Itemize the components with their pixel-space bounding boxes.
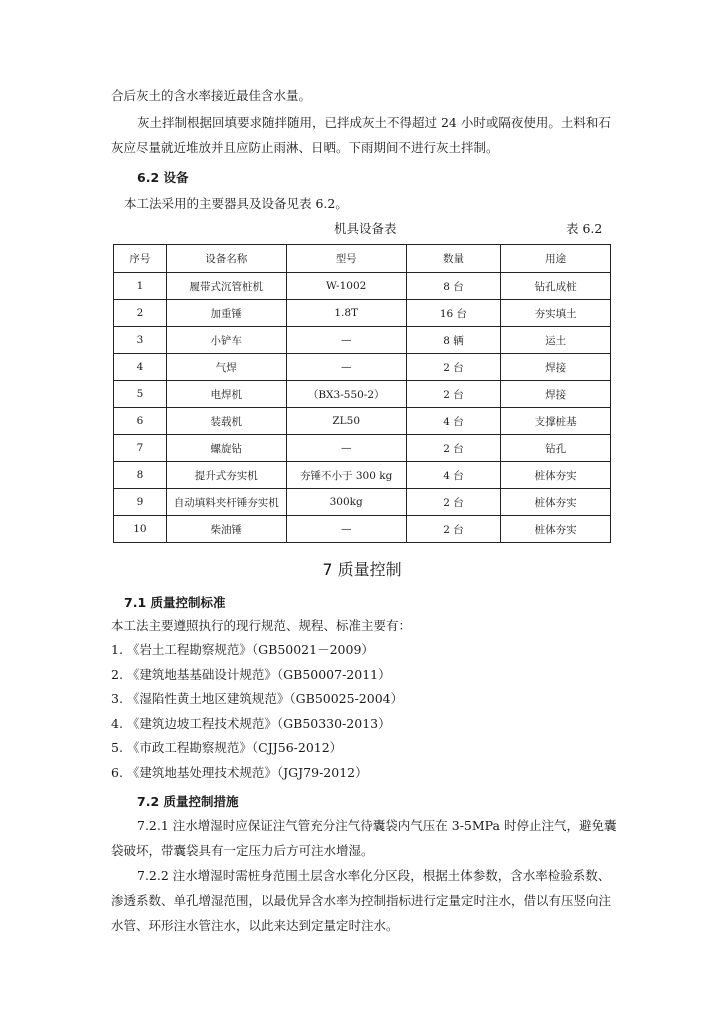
section-heading-7-1: 7.1 质量控制标准 [124,595,226,610]
cell-index: 8 [114,462,167,489]
header-model: 型号 [286,245,406,273]
paragraph-7-2-2-line-3: 水管、环形注水管注水，以此来达到定量定时注水。 [111,918,399,933]
cell-quantity: 4 台 [406,462,501,489]
table-row [114,381,611,408]
cell-index: 2 [114,300,167,327]
cell-model: ZL50 [286,408,406,435]
cell-quantity: 2 台 [406,516,501,543]
cell-usage: 夯实填土 [501,300,611,327]
cell-model: — [286,435,406,462]
cell-equipment-name: 加重锤 [166,300,286,327]
cell-usage: 桩体夯实 [501,516,611,543]
standard-item: 2. 《建筑地基基础设计规范》（GB50007-2011） [111,667,391,682]
chapter-heading-7: 7 质量控制 [322,560,402,579]
cell-usage: 钻孔成桩 [501,273,611,300]
table-row [114,489,611,516]
cell-index: 7 [114,435,167,462]
cell-usage: 支撑桩基 [501,408,611,435]
paragraph-intro-tail: 合后灰土的含水率接近最佳含水量。 [111,88,312,103]
header-index: 序号 [114,245,167,273]
cell-quantity: 8 台 [406,273,501,300]
cell-model: （BX3-550-2） [286,381,406,408]
table-number: 表 6.2 [566,221,603,236]
cell-index: 4 [114,354,167,381]
header-equipment-name: 设备名称 [166,245,286,273]
cell-quantity: 2 台 [406,489,501,516]
paragraph-7-2-2-line-1: 7.2.2 注水增湿时需桩身范围土层含水率化分区段，根据土体参数，含水率检验系数、 [137,868,611,883]
paragraph-7-2-1-line-2: 袋破坏，带囊袋具有一定压力后方可注水增湿。 [111,843,374,858]
paragraph-7-2-1-line-1: 7.2.1 注水增湿时应保证注气管充分注气待囊袋内气压在 3-5MPa 时停止注气，避免囊 [137,818,617,833]
table-row [114,327,611,354]
paragraph-7-2-2-line-2: 渗透系数、单孔增湿范围，以最优异含水率为控制指标进行定量定时注水，借以有压竖向注 [111,893,612,908]
cell-usage: 焊接 [501,381,611,408]
cell-quantity: 2 台 [406,435,501,462]
cell-quantity: 2 台 [406,381,501,408]
table-row [114,516,611,543]
cell-quantity: 2 台 [406,354,501,381]
standards-intro: 本工法主要遵照执行的现行规范、规程、标准主要有： [111,618,412,633]
cell-equipment-name: 电焊机 [166,381,286,408]
cell-equipment-name: 螺旋钻 [166,435,286,462]
standard-item: 5. 《市政工程勘察规范》（CJJ56-2012） [111,740,343,755]
equipment-table [113,244,611,543]
cell-equipment-name: 提升式夯实机 [166,462,286,489]
cell-usage: 桩体夯实 [501,489,611,516]
table-row [114,354,611,381]
cell-index: 1 [114,273,167,300]
cell-index: 5 [114,381,167,408]
standard-item: 6. 《建筑地基处理技术规范》（JGJ79-2012） [111,765,368,780]
header-quantity: 数量 [406,245,501,273]
cell-model: — [286,516,406,543]
cell-equipment-name: 柴油锤 [166,516,286,543]
header-usage: 用途 [501,245,611,273]
standard-item: 4. 《建筑边坡工程技术规范》（GB50330-2013） [111,716,391,731]
cell-index: 3 [114,327,167,354]
paragraph-mixing-line-1: 灰土拌制根据回填要求随拌随用，已拌成灰土不得超过 24 小时或隔夜使用。土料和石 [137,115,611,130]
cell-quantity: 16 台 [406,300,501,327]
cell-index: 9 [114,489,167,516]
cell-quantity: 4 台 [406,408,501,435]
table-row [114,300,611,327]
cell-usage: 桩体夯实 [501,462,611,489]
cell-usage: 钻孔 [501,435,611,462]
cell-index: 10 [114,516,167,543]
table-title: 机具设备表 [334,221,397,236]
cell-equipment-name: 气焊 [166,354,286,381]
table-header-row [114,245,611,273]
table-row [114,462,611,489]
cell-model: — [286,354,406,381]
cell-model: 300kg [286,489,406,516]
table-row [114,435,611,462]
paragraph-mixing-line-2: 灰应尽量就近堆放并且应防止雨淋、日晒。下雨期间不进行灰土拌制。 [111,140,499,155]
cell-quantity: 8 辆 [406,327,501,354]
cell-equipment-name: 装载机 [166,408,286,435]
section-heading-6-2: 6.2 设备 [137,170,189,185]
equipment-intro: 本工法采用的主要器具及设备见表 6.2。 [124,196,348,211]
cell-index: 6 [114,408,167,435]
cell-model: W-1002 [286,273,406,300]
table-row [114,408,611,435]
cell-equipment-name: 小铲车 [166,327,286,354]
section-heading-7-2: 7.2 质量控制措施 [137,794,239,809]
cell-model: — [286,327,406,354]
table-row [114,273,611,300]
cell-model: 夯锤不小于 300 kg [286,462,406,489]
standard-item: 1. 《岩土工程勘察规范》（GB50021－2009） [111,642,374,657]
cell-usage: 运土 [501,327,611,354]
cell-usage: 焊接 [501,354,611,381]
cell-equipment-name: 履带式沉管桩机 [166,273,286,300]
cell-model: 1.8T [286,300,406,327]
standard-item: 3. 《湿陷性黄土地区建筑规范》（GB50025-2004） [111,691,404,706]
cell-equipment-name: 自动填料夹杆锤夯实机 [166,489,286,516]
